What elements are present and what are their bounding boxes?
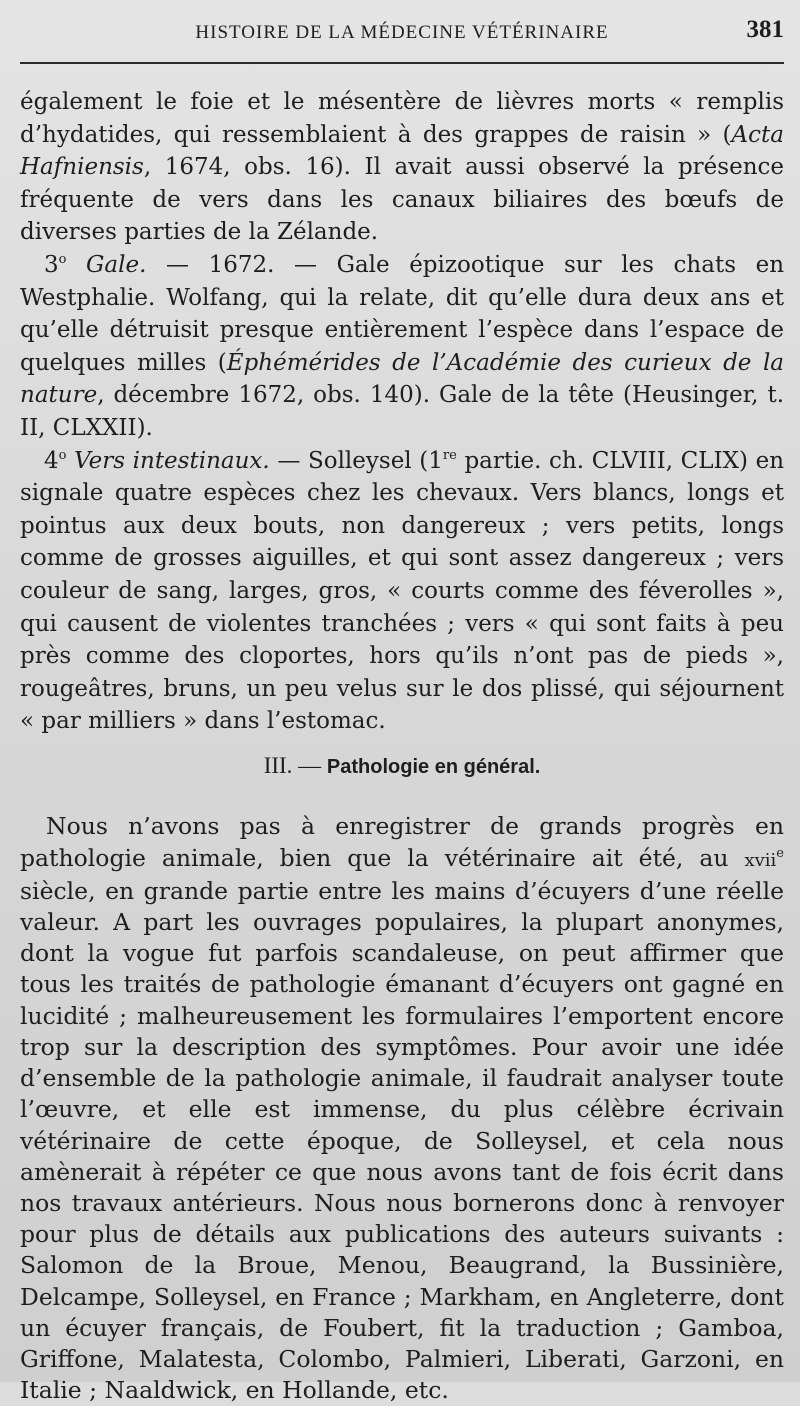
paragraph-pathologie — [20, 811, 784, 1406]
item-number: 3 — [44, 251, 59, 278]
paragraph-text: partie. ch. CLVIII, CLIX) en signale quatre espèces chez les chevaux. Vers blancs, longs et pointus aux deux bouts, non dangereux ; vers petits, longs comme de grosses aiguilles, et qui sont assez dangereux ; vers couleur de sang, larges, gros, « courts comme des féverolles », qui causent de violentes tranchées ; vers « qui sont faits à peu près comme des cloportes, hors qu’ils n’ont pas de pieds », rougeâtres, bruns, un peu velus sur le dos plissé, qui séjournent « par milliers » dans l’estomac. — [20, 447, 785, 735]
section-number: III. — — [263, 752, 327, 778]
ordinal-mark: re — [442, 447, 457, 463]
citation: Éphémérides de l’Académie des curieux de la nature — [20, 349, 785, 409]
paragraph-text: siècle, en grande partie entre les mains d’écuyers d’une réelle valeur. A part les ouvrages populaires, la plupart anonymes, dont la vogue fut parfois scandaleuse, on peut affirmer que tous les traités de pathologie émanant d’écuyers ont gagné en lucidité ; malheureusement les formulaires l’emportent encore trop sur la description des symptômes. Pour avoir une idée d’ensemble de la pathologie animale, il faudrait analyser toute l’œuvre, et elle est immense, du plus célèbre écrivain vétérinaire de cette époque, de Solleysel, et cela nous amènerait à répéter ce que nous avons tant de fois écrit dans nos travaux antérieurs. Nous nous bornerons donc à renvoyer pour plus de détails aux publications des auteurs suivants : Salomon de la Broue, Menou, Beaugrand, la Bussinière, Delcampe, Solleysel, en France ; Markham, en Angleterre, dont un écuyer français, de Foubert, fit la traduction ; Gamboa, Griffone, Malatesta, Colombo, Palmieri, Liberati, Garzoni, en Italie ; Naaldwick, en Hollande, etc. — [20, 876, 784, 1405]
page-number: 381 — [746, 16, 784, 43]
paragraph-text: , 1674, obs. 16). Il avait aussi observé la présence fréquente de vers dans les canaux biliaires des bœufs de diverses parties de la Zélande. — [20, 154, 784, 246]
paragraph-hydatides — [20, 86, 784, 249]
paragraph-text: également le foie et le mésentère de lièvres morts « remplis d’hydatides, qui ressemblaient à des grappes de raisin » ( — [20, 89, 784, 148]
item-heading: Vers intestinaux. — [66, 447, 270, 474]
ordinal-mark: o — [58, 447, 67, 463]
paragraph-text: Nous n’avons pas à enregistrer de grands progrès en pathologie animale, bien que la vétérinaire ait été, au — [20, 812, 784, 872]
paragraph-text: — 1672. — Gale épizootique sur les chats en Westphalie. Wolfang, qui la relate, dit qu’elle dura deux ans et qu’elle détruisit presque entièrement l’espèce dans l’espace de quelques milles ( — [20, 251, 785, 376]
paragraph-gale — [20, 249, 784, 445]
paragraph-text: — Solleysel (1 — [269, 447, 443, 474]
ordinal-mark: e — [776, 845, 784, 861]
section-title: Pathologie en général. — [326, 755, 541, 778]
century-numeral: xvii — [744, 849, 777, 871]
paragraph-vers-intestinaux — [20, 445, 784, 738]
item-heading: Gale. — [66, 251, 147, 278]
item-number: 4 — [44, 447, 59, 474]
running-title: HISTOIRE DE LA MÉDECINE VÉTÉRINAIRE — [195, 22, 609, 43]
section-heading — [20, 750, 784, 784]
paragraph-text: , décembre 1672, obs. 140). Gale de la tête (Heusinger, t. II, CLXXII). — [20, 382, 784, 441]
citation: Acta Hafniensis — [20, 121, 784, 181]
page-body — [20, 86, 784, 1406]
header-rule — [20, 62, 784, 64]
ordinal-mark: o — [58, 251, 67, 267]
page-header — [20, 10, 784, 54]
